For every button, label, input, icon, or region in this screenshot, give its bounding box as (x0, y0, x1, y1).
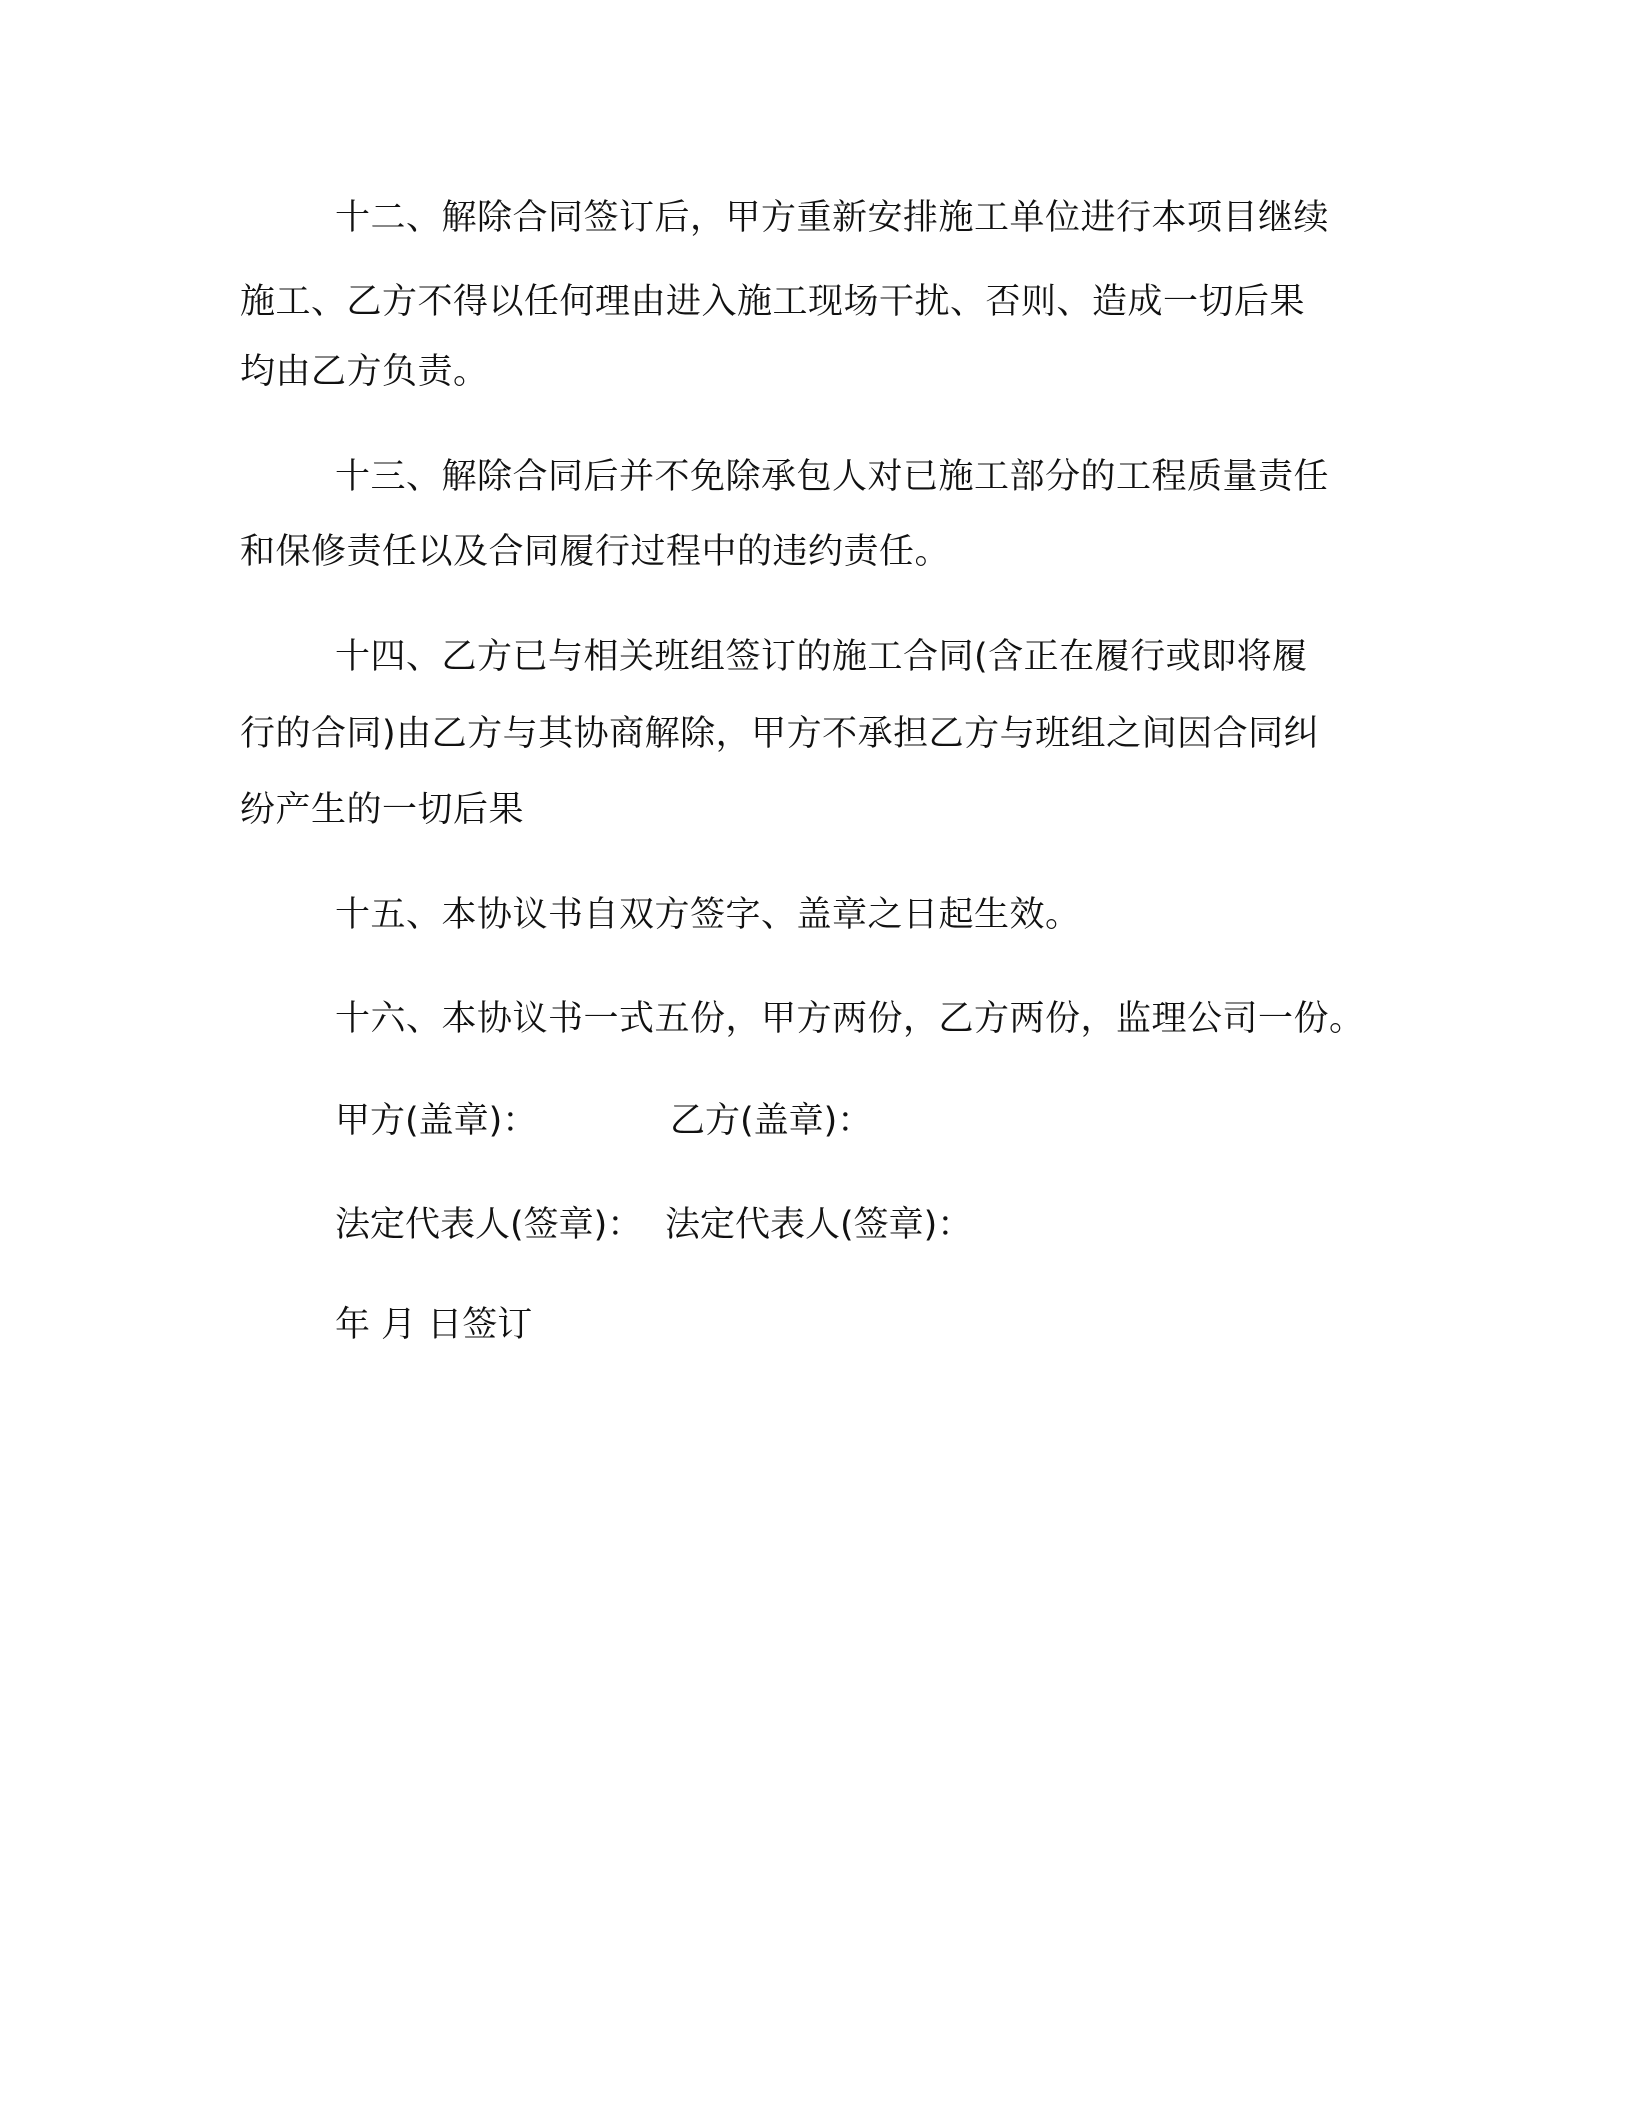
seal-row (335, 1099, 873, 1143)
clause-12-line-3: 均由乙方负责。 (240, 352, 489, 392)
party-a-seal-label: 甲方(盖章)： (335, 1101, 538, 1141)
party-b-seal-label: 乙方(盖章)： (670, 1101, 873, 1141)
clause-12-line-1: 十二、解除合同签订后，甲方重新安排施工单位进行本项目继续 (335, 198, 1330, 238)
clause-16-line-1: 十六、本协议书一式五份，甲方两份，乙方两份，监理公司一份。 (335, 999, 1365, 1039)
party-a-rep-label: 法定代表人(签章)： (335, 1205, 643, 1245)
clause-15-line-1: 十五、本协议书自双方签字、盖章之日起生效。 (335, 895, 1081, 935)
party-b-rep-label: 法定代表人(签章)： (665, 1205, 973, 1245)
date-line: 年 月 日签订 (335, 1305, 533, 1345)
representative-row (335, 1203, 973, 1247)
clause-13-line-2: 和保修责任以及合同履行过程中的违约责任。 (240, 532, 951, 572)
clause-12-line-2: 施工、乙方不得以任何理由进入施工现场干扰、否则、造成一切后果 (240, 282, 1306, 322)
clause-14-line-1: 十四、乙方已与相关班组签订的施工合同(含正在履行或即将履 (335, 637, 1308, 677)
clause-14-line-2: 行的合同)由乙方与其协商解除，甲方不承担乙方与班组之间因合同纠 (240, 714, 1320, 754)
clause-13-line-1: 十三、解除合同后并不免除承包人对已施工部分的工程质量责任 (335, 457, 1330, 497)
clause-14-line-3: 纷产生的一切后果 (240, 790, 525, 830)
